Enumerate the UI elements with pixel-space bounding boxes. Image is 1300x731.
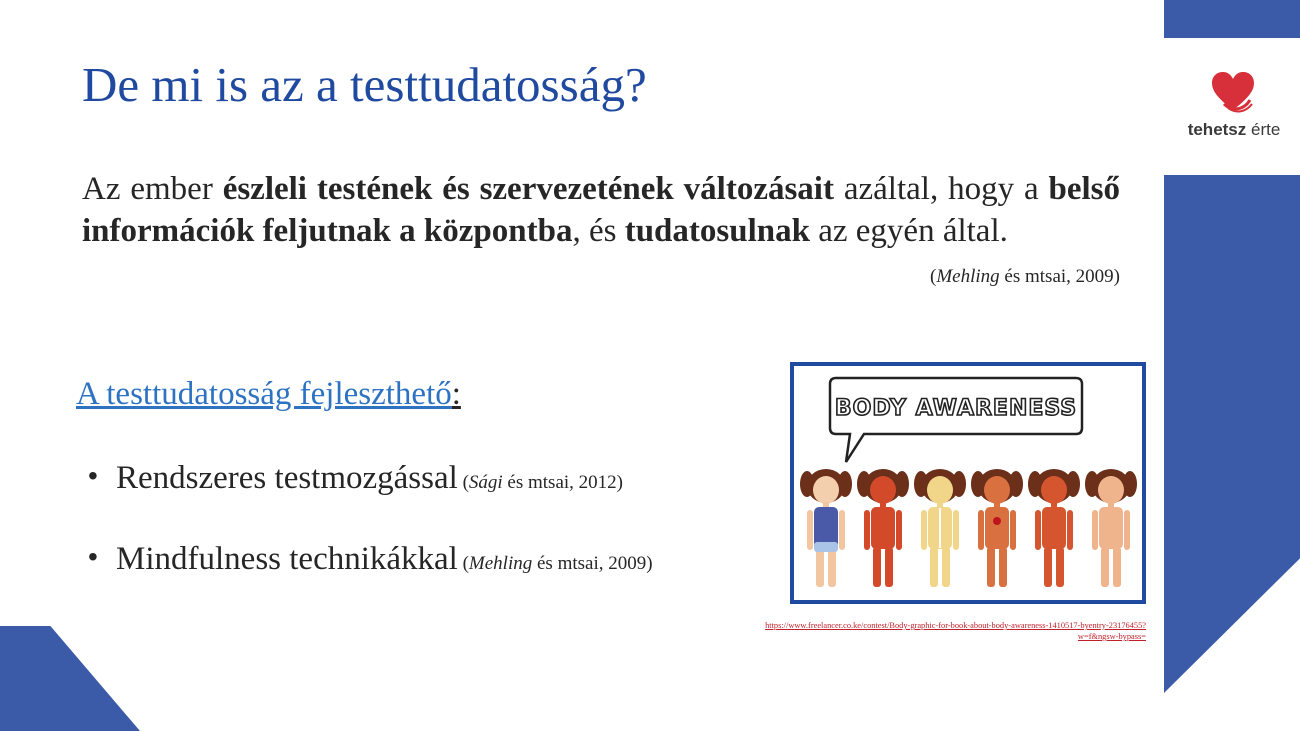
definition-paragraph: Az ember észleli testének és szervezetének változásait azáltal, hogy a belső információk feljutnak a központba, és tudatosulnak az egyén által. [82, 171, 1120, 249]
side-accent-band [1164, 175, 1300, 693]
method-list [88, 460, 653, 622]
anatomy-figure [971, 469, 1023, 587]
list-item: • Mindfulness technikákkal (Mehling és mtsai, 2009) [88, 541, 653, 578]
anatomy-figure [1028, 469, 1080, 587]
figures-group [800, 469, 1137, 587]
tehetsz-logo [1176, 70, 1292, 142]
heart-logo-icon [1210, 70, 1256, 114]
bottom-left-accent-triangle [0, 626, 140, 731]
logo-wordmark: tehetsz érte [1187, 120, 1281, 139]
subheading-link[interactable]: A testtudatosság fejleszthető: [76, 376, 461, 412]
definition-citation: (Mehling és mtsai, 2009) [930, 266, 1120, 287]
anatomy-figure [914, 469, 966, 587]
slide-title: De mi is az a testtudatosság? [82, 57, 647, 112]
anatomy-figure [857, 469, 909, 587]
list-item: • Rendszeres testmozgással (Sági és mtsai, 2012) [88, 460, 653, 497]
body-awareness-illustration [790, 362, 1146, 604]
anatomy-figure [1085, 469, 1137, 587]
source-link[interactable]: https://www.freelancer.co.ke/contest/Body-graphic-for-book-about-body-awareness-1410517-byentry-23176455?w=f&ngsw-bypass= [765, 621, 1146, 641]
anatomy-figure [800, 469, 852, 587]
corner-accent-bar [1164, 0, 1300, 38]
banner-title: BODY AWARENESS [834, 396, 1078, 421]
